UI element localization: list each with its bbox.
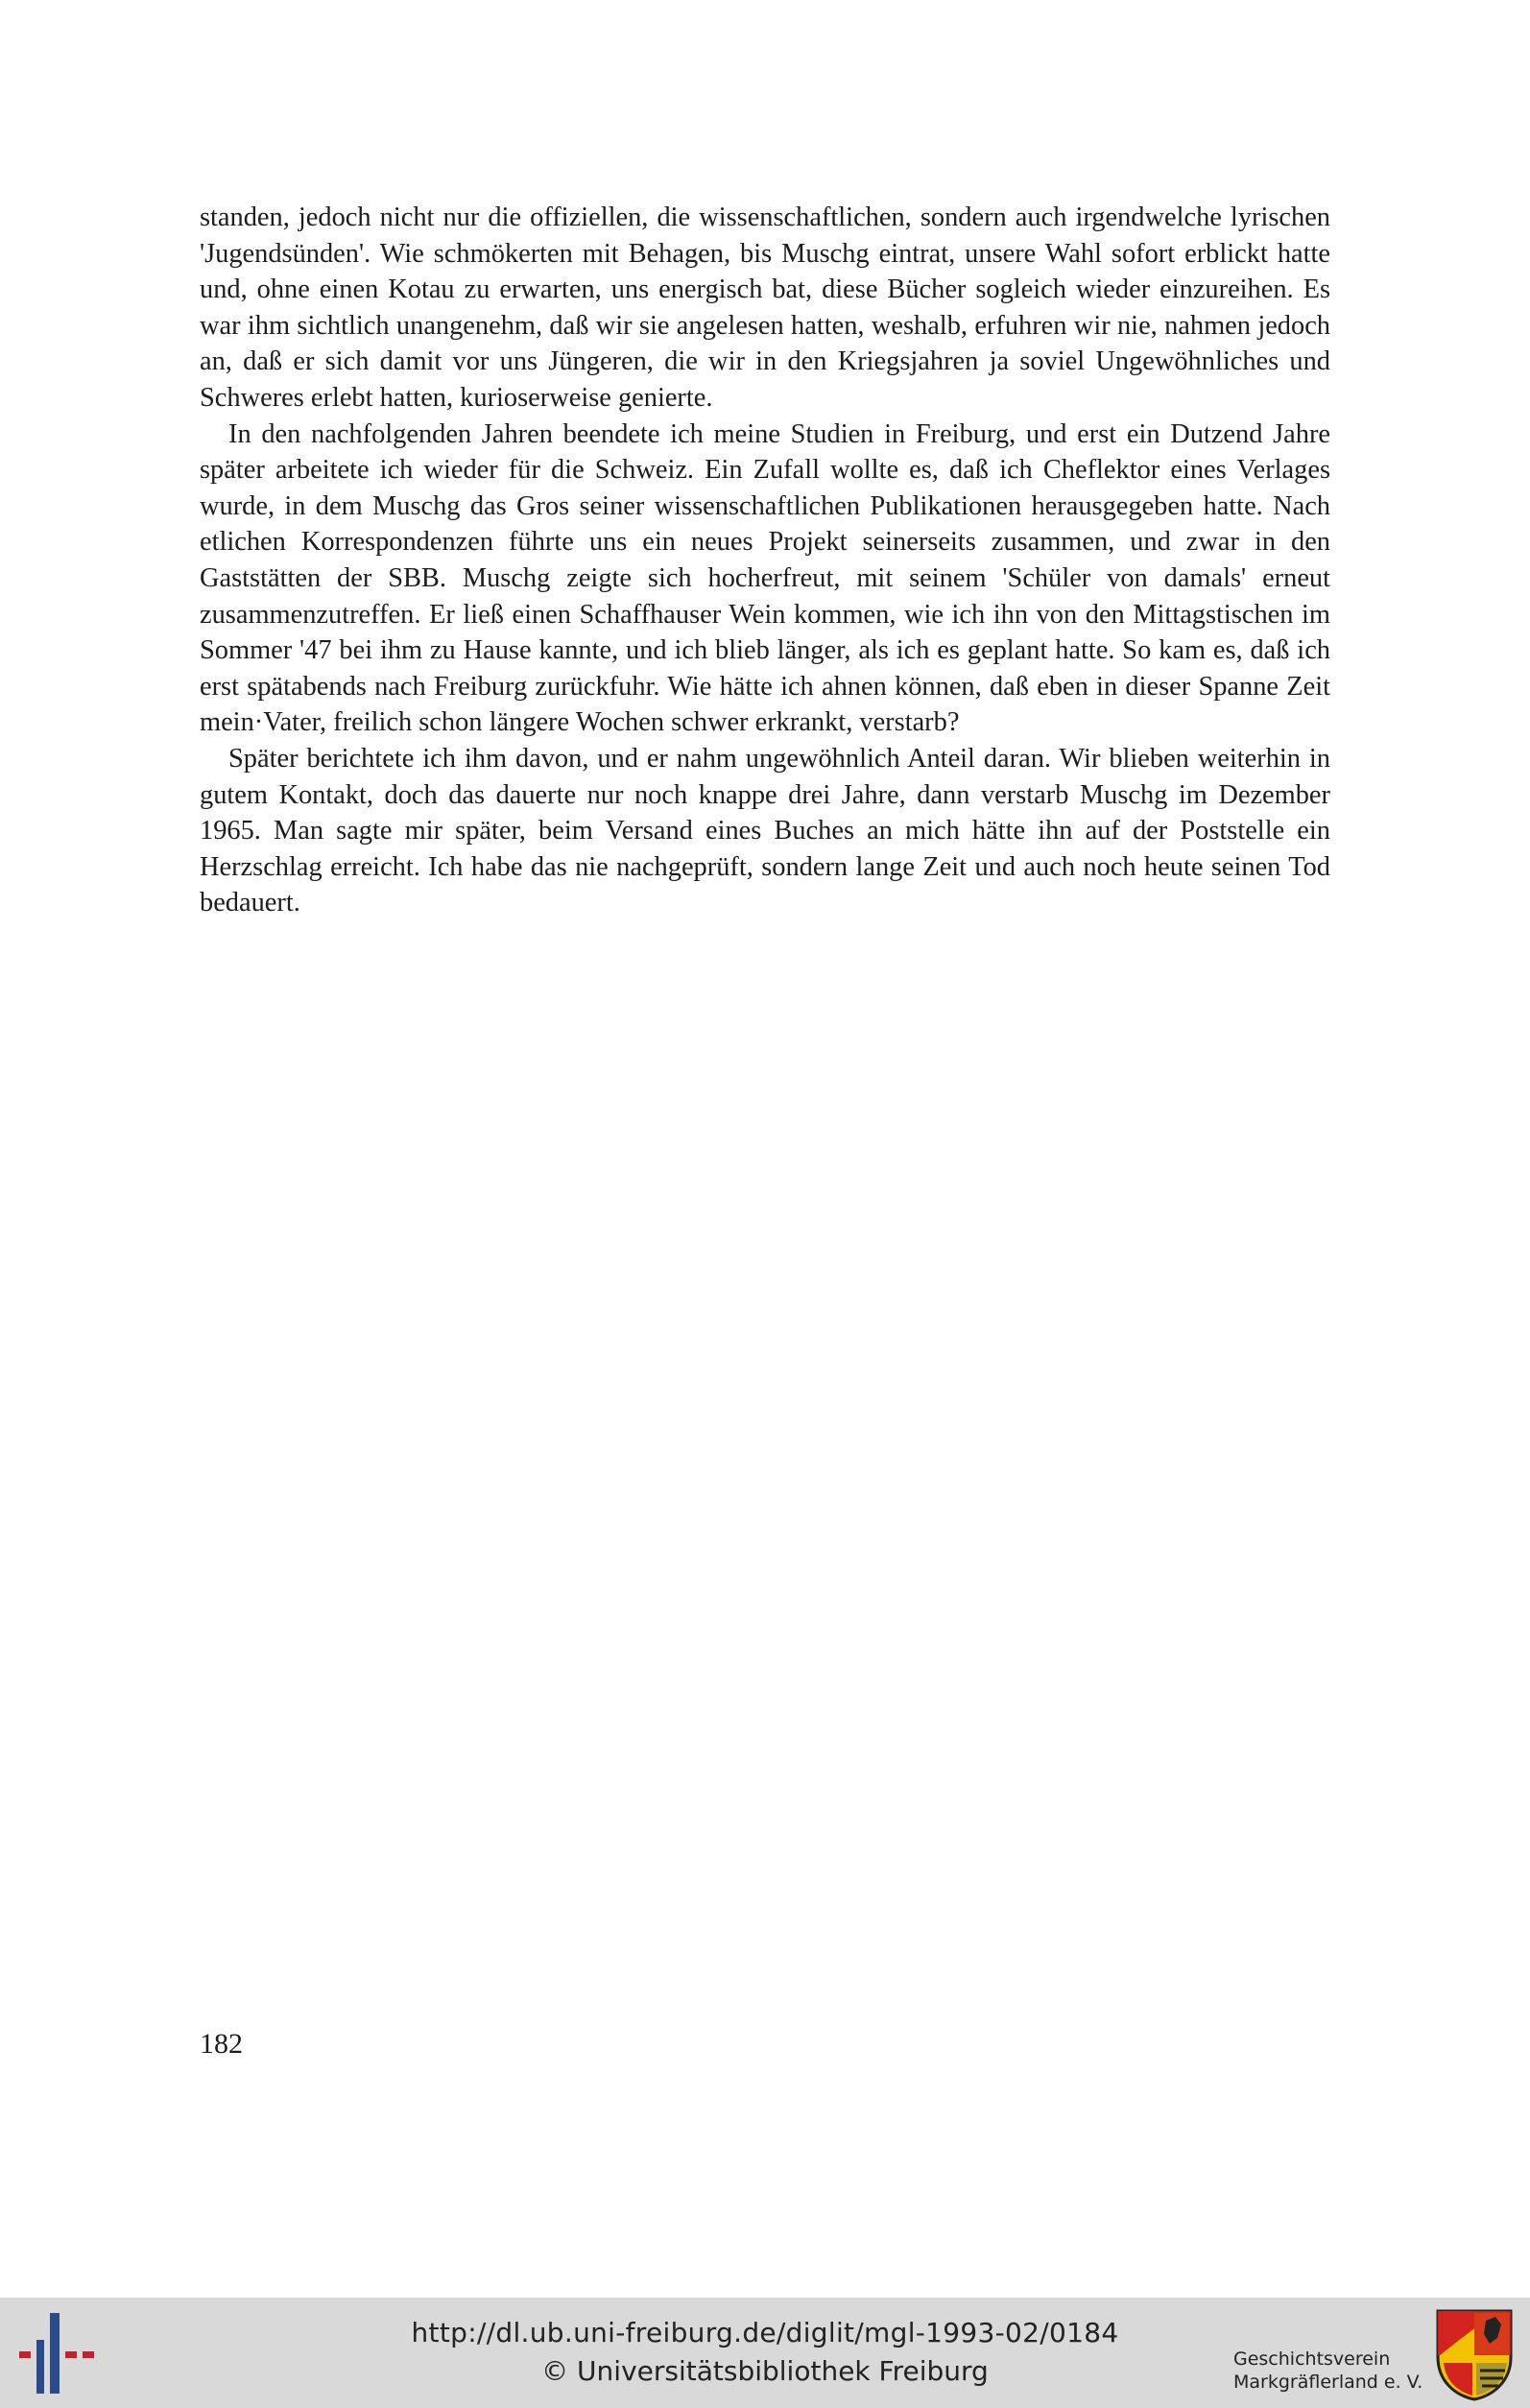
- paragraph: standen, jedoch nicht nur die offiziellen, die wissenschaftlichen, sondern auch irgendwelche lyrischen 'Jugendsünden'. Wie schmökerten mit Behagen, bis Muschg eintrat, unsere Wahl sofort erblickt hatte und, ohne einen Kotau zu erwarten, uns energisch bat, diese Bücher sogleich wieder einzureihen. Es war ihm sichtlich unangenehm, daß wir sie angelesen hatten, weshalb, erfuhren wir nie, nahmen jedoch an, daß er sich damit vor uns Jüngeren, die wir in den Kriegsjahren ja soviel Ungewöhnliches und Schweres erlebt hatten, kurioserweise genierte.: [200, 203, 1330, 413]
- article-text: [200, 200, 1330, 921]
- page-number: 182: [200, 2028, 243, 2060]
- paragraph: In den nachfolgenden Jahren beendete ich meine Studien in Freiburg, und erst ein Dutzend Jahre später arbeitete ich wieder für die Schweiz. Ein Zufall wollte es, daß ich Cheflektor eines Verlages wurde, in dem Muschg das Gros seiner wissenschaftlichen Publikationen herausgegeben hatte. Nach etlichen Korrespondenzen führte uns ein neues Projekt seinerseits zusammen, und zwar in den Gaststätten der SBB. Muschg zeigte sich hocherfreut, mit seinem 'Schüler von damals' erneut zusammenzutreffen. Er ließ einen Schaffhauser Wein kommen, wie ich ihn von den Mittagstischen im Sommer '47 bei ihm zu Hause kannte, und ich blieb länger, als ich es geplant hatte. So kam es, daß ich erst spätabends nach Freiburg zurückfuhr. Wie hätte ich ahnen können, daß eben in dieser Spanne Zeit mein·Vater, freilich schon längere Wochen schwer erkrankt, verstarb?: [200, 418, 1330, 738]
- copyright-text: © Universitätsbibliothek Freiburg: [541, 2355, 989, 2387]
- society-name-line1: Geschichtsverein: [1233, 2348, 1391, 2370]
- document-url-link[interactable]: http://dl.ub.uni-freiburg.de/diglit/mgl-1993-02/0184: [411, 2317, 1119, 2348]
- society-name: [1233, 2348, 1425, 2394]
- society-name-line2: Markgräflerland e. V.: [1233, 2372, 1423, 2393]
- paragraph: Später berichtete ich ihm davon, und er nahm ungewöhnlich Anteil daran. Wir blieben weiterhin in gutem Kontakt, doch das dauerte nur noch knappe drei Jahre, dann verstarb Muschg im Dezember 1965. Man sagte mir später, beim Versand eines Buches an mich hätte ihn auf der Poststelle ein Herzschlag erreicht. Ich habe das nie nachgeprüft, sondern lange Zeit und auch noch heute seinen Tod bedauert.: [200, 743, 1330, 918]
- footer-bar: [0, 2298, 1530, 2408]
- society-coat-of-arms-icon: [1436, 2309, 1513, 2401]
